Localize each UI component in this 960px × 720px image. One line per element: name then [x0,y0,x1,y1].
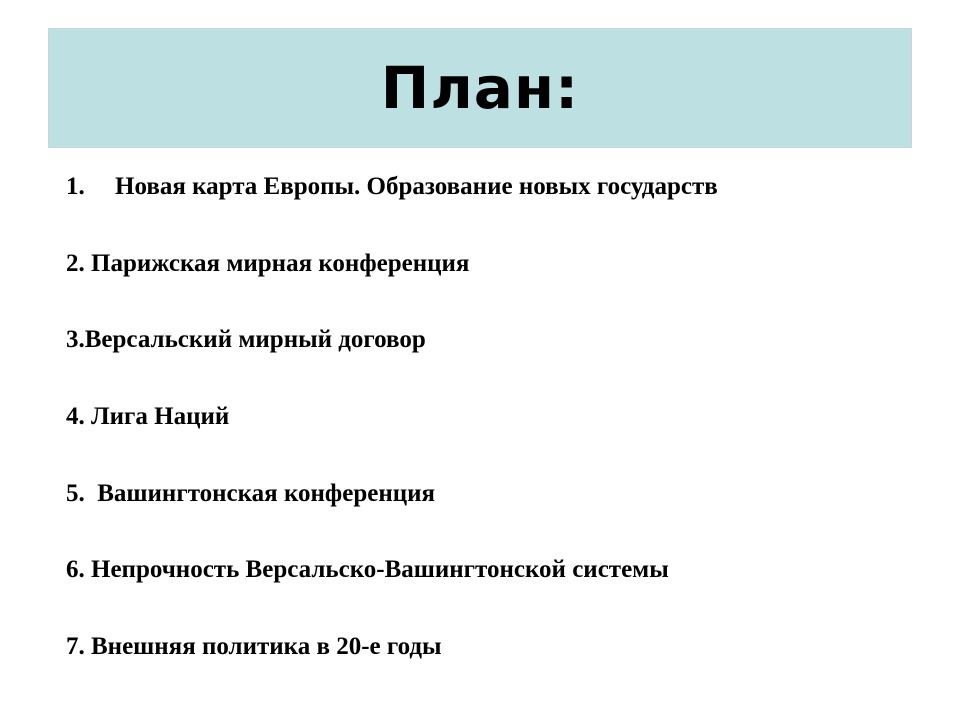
item-text: Вашингтонская конференция [84,480,436,507]
item-text: Непрочность Версальско-Вашингтонской системы [84,556,669,583]
plan-item-1 [66,172,718,202]
plan-item-2 [66,249,469,279]
item-number: 3. [66,326,85,353]
title-banner [48,28,912,148]
item-number: 6. [66,556,85,583]
item-text: Внешняя политика в 20-е годы [84,633,442,660]
item-text: Лига Наций [84,403,230,430]
item-text: Версальский мирный договор [84,326,426,353]
slide-title: План: [380,54,580,122]
plan-item-4 [66,402,229,432]
item-number: 5. [66,480,85,507]
plan-item-6 [66,555,669,585]
plan-item-3 [66,325,426,355]
item-number: 7. [66,633,85,660]
item-text: Парижская мирная конференция [84,250,470,277]
plan-item-7 [66,632,442,662]
item-text: Новая карта Европы. Образование новых государств [115,173,718,200]
item-number: 1. [66,173,85,200]
item-number: 4. [66,403,85,430]
plan-item-5 [66,479,435,509]
item-number: 2. [66,250,85,277]
